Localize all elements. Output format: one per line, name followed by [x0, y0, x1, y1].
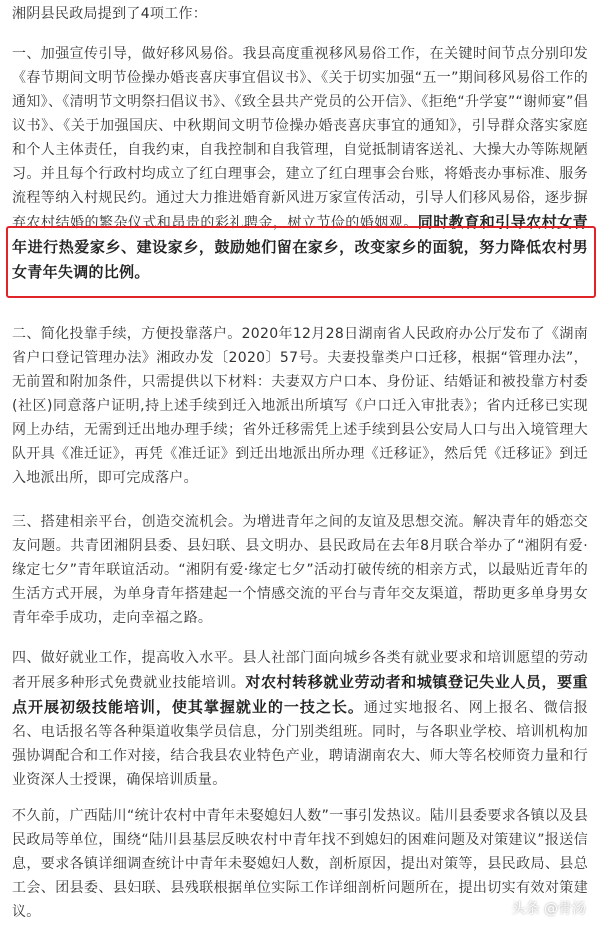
section-4-text-b: 通过实地报名、网上报名、微信报名、电话报名等各种渠道收集学员信息，分门别类组班。同时，与各职业学校、培训机构加强协调配合和工作对接，结合我县农业特色产业，聘请湖南农大、师大等名校师资力量和行业资深人士授课，确保培训质量。 [12, 700, 589, 788]
section-1-bold-text: 同时教育和引导农村女青年进行热爱家乡、建设家乡，鼓励她们留在家乡，改变家乡的面貌，努力降低农村男女青年失调的比例。 [12, 213, 588, 281]
section-4-bold-text: 对农村转移就业劳动者和城镇登记失业人员，要重点开展初级技能培训，使其掌握就业的一技之长。 [12, 673, 588, 716]
section-4-paragraph [12, 646, 588, 792]
section-2-paragraph: 二、简化投靠手续，方便投靠落户。2020年12月28日湖南省人民政府办公厅发布了《湖南省户口登记管理办法》湘政办发〔2020〕57号。夫妻投靠类户口迁移，根据“管理办法”，无前置和附加条件，只需提供以下材料：夫妻双方户口本、身份证、结婚证和被投靠方村委(社区)同意落户证明,持上述手续到迁入地派出所填写《户口迁入审批表》；省内迁移已实现网上办结，无需到迁出地办理手续；省外迁移需凭上述手续到县公安局人口与出入境管理大队开具《准迁证》，再凭《准迁证》到迁出地派出所办理《迁移证》，然后凭《迁移证》到迁入地派出所，即可完成落户。 [12, 326, 588, 486]
section-4-text-a: 四、做好就业工作，提高收入水平。县人社部门面向城乡各类有就业要求和培训愿望的劳动者开展多种形式免费就业技能培训。 [12, 650, 588, 691]
section-1-paragraph [12, 42, 588, 285]
closing-paragraph: 不久前，广西陆川“统计农村中青年未娶媳妇人数”一事引发热议。陆川县委要求各镇以及县民政局等单位，围绕“陆川县基层反映农村中青年找不到媳妇的困难问题及对策建议”报送信息，要求各镇详细调查统计中青年未娶媳妇人数，剖析原因，提出对策等，县民政局、县总工会、团县委、县妇联、县残联根据单位实际工作详细剖析问题所在，提出切实有效对策建议。 [12, 808, 588, 920]
section-1-text: 一、加强宣传引导，做好移风易俗。我县高度重视移风易俗工作，在关键时间节点分别印发《春节期间文明节俭操办婚丧喜庆事宜倡议书》、《关于切实加强“五一”期间移风易俗工作的通知》、《清明节文明祭扫倡议书》、《致全县共产党员的公开信》、《拒绝“升学宴”“谢师宴”倡议书》、《关于加强国庆、中秋期间文明节俭操办婚丧喜庆事宜的通知》，引导群众落实家庭和个人主体责任，自我约束，自我控制和自我管理，自觉抵制请客送礼、大操大办等陈规陋习。并且每个行政村均成立了红白理事会，建立了红白理事会台账，将婚丧办事标准、服务流程等纳入村规民约。通过大力推进婚育新风进万家宣传活动，引导人们移风易俗，逐步摒弃农村结婚的繁杂仪式和昂贵的彩礼聘金，树立节俭的婚姻观。 [12, 46, 588, 231]
intro-line: 湘阴县民政局提到了4项工作： [12, 6, 208, 22]
watermark: 头条 @骨汤 [511, 901, 586, 917]
section-3-paragraph: 三、搭建相亲平台，创造交流机会。为增进青年之间的友谊及思想交流。解决青年的婚恋交友问题。共青团湘阴县委、县妇联、县文明办、县民政局在去年8月联合举办了“湘阴有爱·缘定七夕”青年联谊活动。“湘阴有爱·缘定七夕”活动打破传统的相亲方式，以最贴近青年的生活方式开展，为单身青年搭建起一个情感交流的平台与青年交友渠道，帮助更多单身男女青年牵手成功，走向幸福之路。 [12, 514, 588, 626]
